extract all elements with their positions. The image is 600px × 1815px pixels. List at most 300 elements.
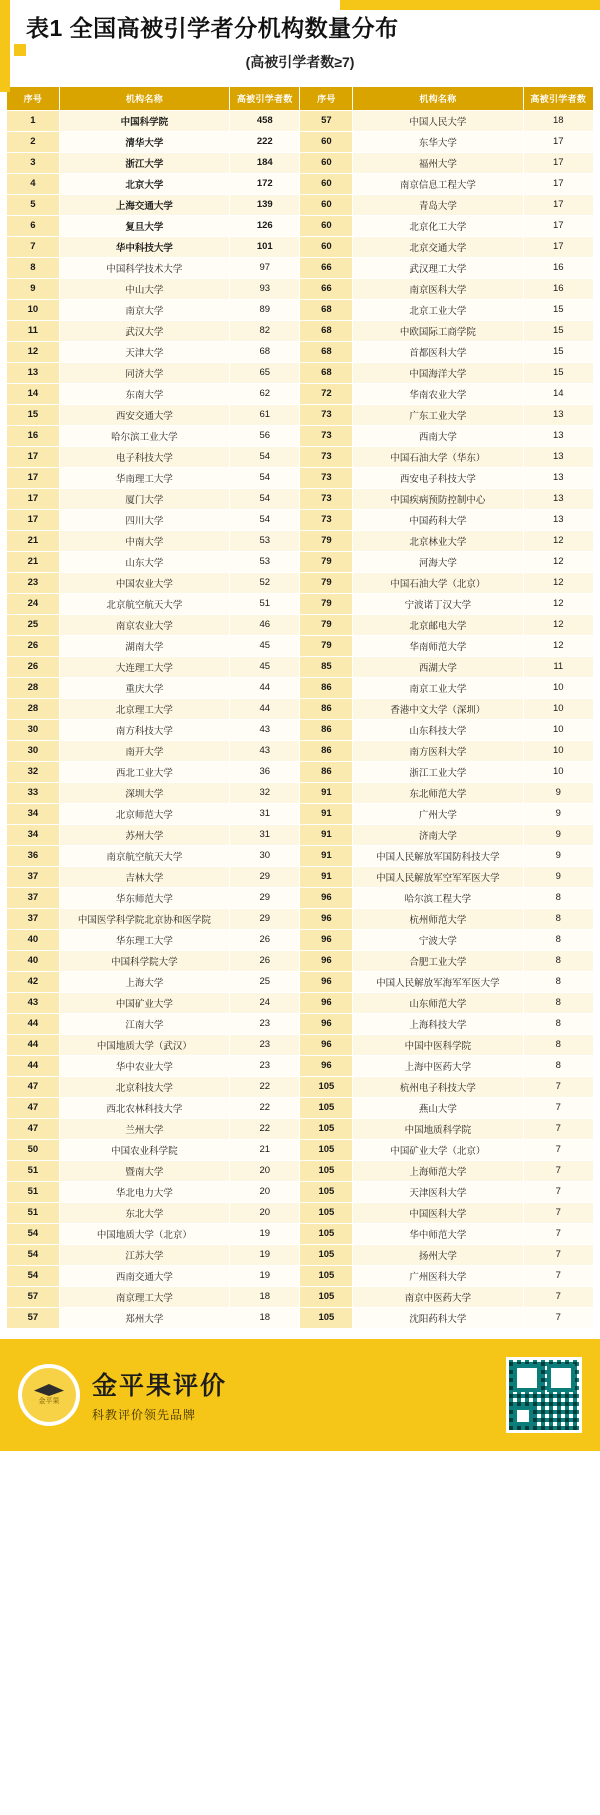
cell-institution-right: 中国人民解放军国防科技大学 <box>353 845 523 866</box>
cell-institution-right: 中国药科大学 <box>353 509 523 530</box>
cell-institution-right: 福州大学 <box>353 152 523 173</box>
cell-institution-left: 吉林大学 <box>59 866 229 887</box>
cell-institution-right: 北京交通大学 <box>353 236 523 257</box>
table-row <box>7 1118 594 1139</box>
cell-count-right: 12 <box>523 572 593 593</box>
cell-rank-right: 66 <box>300 278 353 299</box>
cell-count-right: 15 <box>523 299 593 320</box>
cell-rank-left: 13 <box>7 362 60 383</box>
cell-rank-left: 32 <box>7 761 60 782</box>
cell-rank-left: 34 <box>7 803 60 824</box>
cell-count-left: 65 <box>230 362 300 383</box>
cell-institution-left: 武汉大学 <box>59 320 229 341</box>
cell-count-right: 13 <box>523 404 593 425</box>
cell-rank-left: 11 <box>7 320 60 341</box>
cell-count-left: 51 <box>230 593 300 614</box>
cell-rank-right: 79 <box>300 614 353 635</box>
cell-institution-right: 哈尔滨工程大学 <box>353 887 523 908</box>
table-row <box>7 803 594 824</box>
cell-count-right: 7 <box>523 1223 593 1244</box>
cell-institution-right: 燕山大学 <box>353 1097 523 1118</box>
table-row <box>7 824 594 845</box>
table-row <box>7 173 594 194</box>
cell-rank-left: 51 <box>7 1160 60 1181</box>
cell-count-right: 17 <box>523 194 593 215</box>
footer-brand <box>18 1364 506 1426</box>
cell-rank-right: 105 <box>300 1244 353 1265</box>
header <box>0 0 600 86</box>
table-row <box>7 236 594 257</box>
table-row <box>7 719 594 740</box>
cell-institution-left: 中国地质大学（北京） <box>59 1223 229 1244</box>
cell-count-right: 7 <box>523 1076 593 1097</box>
table-row <box>7 1034 594 1055</box>
cell-institution-left: 大连理工大学 <box>59 656 229 677</box>
cell-rank-right: 73 <box>300 404 353 425</box>
cell-rank-right: 79 <box>300 530 353 551</box>
cell-institution-left: 中国科学院大学 <box>59 950 229 971</box>
cell-institution-left: 中国科学技术大学 <box>59 257 229 278</box>
cell-institution-left: 山东大学 <box>59 551 229 572</box>
cell-institution-right: 扬州大学 <box>353 1244 523 1265</box>
cell-institution-left: 兰州大学 <box>59 1118 229 1139</box>
cell-rank-left: 44 <box>7 1055 60 1076</box>
cell-rank-left: 12 <box>7 341 60 362</box>
cell-rank-right: 105 <box>300 1118 353 1139</box>
cell-institution-right: 广州大学 <box>353 803 523 824</box>
cell-count-right: 10 <box>523 698 593 719</box>
cell-institution-right: 山东科技大学 <box>353 719 523 740</box>
cell-count-right: 8 <box>523 1013 593 1034</box>
cell-institution-right: 沈阳药科大学 <box>353 1307 523 1328</box>
cell-rank-right: 105 <box>300 1265 353 1286</box>
cell-institution-left: 上海大学 <box>59 971 229 992</box>
qr-eye-bottom-left <box>513 1406 533 1426</box>
cell-rank-right: 105 <box>300 1223 353 1244</box>
cell-rank-left: 43 <box>7 992 60 1013</box>
cell-rank-left: 44 <box>7 1013 60 1034</box>
cell-institution-right: 中国石油大学（华东） <box>353 446 523 467</box>
cell-institution-right: 南京信息工程大学 <box>353 173 523 194</box>
brand-name: 金平果评价 <box>92 1372 228 1401</box>
cell-rank-right: 105 <box>300 1181 353 1202</box>
cell-count-left: 30 <box>230 845 300 866</box>
cell-count-left: 458 <box>230 110 300 131</box>
cell-rank-right: 91 <box>300 782 353 803</box>
cell-count-left: 52 <box>230 572 300 593</box>
cell-institution-right: 中国疾病预防控制中心 <box>353 488 523 509</box>
cell-count-right: 8 <box>523 950 593 971</box>
cell-institution-right: 中国人民大学 <box>353 110 523 131</box>
cell-rank-right: 60 <box>300 194 353 215</box>
cell-institution-left: 西北农林科技大学 <box>59 1097 229 1118</box>
cell-count-left: 126 <box>230 215 300 236</box>
cell-institution-left: 中国农业科学院 <box>59 1139 229 1160</box>
cell-institution-right: 香港中文大学（深圳） <box>353 698 523 719</box>
table-row <box>7 845 594 866</box>
cell-institution-left: 郑州大学 <box>59 1307 229 1328</box>
cell-count-left: 172 <box>230 173 300 194</box>
cell-institution-left: 上海交通大学 <box>59 194 229 215</box>
cell-rank-right: 86 <box>300 719 353 740</box>
table-row <box>7 131 594 152</box>
table-row <box>7 572 594 593</box>
cell-count-left: 43 <box>230 740 300 761</box>
cell-rank-right: 60 <box>300 131 353 152</box>
header-stripe-top <box>340 0 600 10</box>
cell-rank-right: 73 <box>300 467 353 488</box>
cell-count-right: 12 <box>523 530 593 551</box>
cell-rank-right: 91 <box>300 866 353 887</box>
cell-rank-left: 30 <box>7 740 60 761</box>
table-row <box>7 1139 594 1160</box>
cell-rank-right: 60 <box>300 236 353 257</box>
cell-count-left: 53 <box>230 551 300 572</box>
cell-institution-left: 西安交通大学 <box>59 404 229 425</box>
cell-institution-right: 西南大学 <box>353 425 523 446</box>
page-subtitle: (高被引学者数≥7) <box>245 53 355 70</box>
cell-institution-right: 宁波诺丁汉大学 <box>353 593 523 614</box>
table-row <box>7 593 594 614</box>
table-row <box>7 908 594 929</box>
cell-rank-right: 96 <box>300 1034 353 1055</box>
cell-rank-right: 79 <box>300 635 353 656</box>
cell-count-right: 8 <box>523 1034 593 1055</box>
cell-count-left: 26 <box>230 950 300 971</box>
cell-institution-left: 中山大学 <box>59 278 229 299</box>
table-row <box>7 383 594 404</box>
table-row <box>7 1202 594 1223</box>
table-row <box>7 614 594 635</box>
table-row <box>7 887 594 908</box>
cell-count-left: 20 <box>230 1160 300 1181</box>
cell-count-left: 68 <box>230 341 300 362</box>
cell-rank-right: 68 <box>300 320 353 341</box>
cell-institution-left: 南京农业大学 <box>59 614 229 635</box>
cell-rank-left: 28 <box>7 698 60 719</box>
table-row <box>7 782 594 803</box>
cell-rank-left: 37 <box>7 887 60 908</box>
cell-institution-right: 华南师范大学 <box>353 635 523 656</box>
cell-count-right: 10 <box>523 761 593 782</box>
cell-institution-left: 北京大学 <box>59 173 229 194</box>
cell-institution-right: 首都医科大学 <box>353 341 523 362</box>
cell-count-left: 82 <box>230 320 300 341</box>
cell-count-right: 16 <box>523 278 593 299</box>
cell-rank-left: 1 <box>7 110 60 131</box>
cell-rank-left: 40 <box>7 950 60 971</box>
cell-rank-left: 42 <box>7 971 60 992</box>
table-row <box>7 698 594 719</box>
cell-institution-left: 南京航空航天大学 <box>59 845 229 866</box>
cell-institution-right: 中国海洋大学 <box>353 362 523 383</box>
cell-institution-left: 暨南大学 <box>59 1160 229 1181</box>
cell-rank-left: 10 <box>7 299 60 320</box>
cell-count-right: 14 <box>523 383 593 404</box>
cell-count-left: 93 <box>230 278 300 299</box>
table-row <box>7 467 594 488</box>
cell-institution-left: 华中农业大学 <box>59 1055 229 1076</box>
cell-rank-right: 96 <box>300 887 353 908</box>
cell-count-right: 8 <box>523 887 593 908</box>
cell-rank-left: 34 <box>7 824 60 845</box>
cell-rank-right: 60 <box>300 173 353 194</box>
table-row <box>7 635 594 656</box>
table-row <box>7 446 594 467</box>
cell-count-left: 21 <box>230 1139 300 1160</box>
cell-rank-left: 9 <box>7 278 60 299</box>
table-row <box>7 1265 594 1286</box>
cell-institution-left: 电子科技大学 <box>59 446 229 467</box>
cell-institution-right: 山东师范大学 <box>353 992 523 1013</box>
cell-count-right: 12 <box>523 593 593 614</box>
cell-count-left: 36 <box>230 761 300 782</box>
cell-rank-right: 73 <box>300 425 353 446</box>
cell-institution-right: 北京工业大学 <box>353 299 523 320</box>
cell-institution-left: 厦门大学 <box>59 488 229 509</box>
cell-institution-left: 西北工业大学 <box>59 761 229 782</box>
cell-count-right: 10 <box>523 740 593 761</box>
col-header-count-right: 高被引学者数 <box>523 86 593 110</box>
col-header-count-left: 高被引学者数 <box>230 86 300 110</box>
cell-institution-left: 苏州大学 <box>59 824 229 845</box>
cell-institution-right: 河海大学 <box>353 551 523 572</box>
table-row <box>7 1244 594 1265</box>
cell-rank-right: 73 <box>300 509 353 530</box>
cell-rank-left: 21 <box>7 551 60 572</box>
cell-rank-left: 26 <box>7 656 60 677</box>
cell-rank-left: 28 <box>7 677 60 698</box>
cell-institution-right: 北京林业大学 <box>353 530 523 551</box>
cell-institution-right: 宁波大学 <box>353 929 523 950</box>
cell-institution-right: 广东工业大学 <box>353 404 523 425</box>
cell-rank-right: 96 <box>300 992 353 1013</box>
cell-count-right: 13 <box>523 425 593 446</box>
cell-rank-right: 105 <box>300 1076 353 1097</box>
cell-institution-right: 杭州电子科技大学 <box>353 1076 523 1097</box>
cell-rank-right: 86 <box>300 761 353 782</box>
cell-count-right: 7 <box>523 1118 593 1139</box>
cell-institution-right: 浙江工业大学 <box>353 761 523 782</box>
cell-rank-right: 73 <box>300 488 353 509</box>
cell-institution-right: 中欧国际工商学院 <box>353 320 523 341</box>
cell-rank-right: 79 <box>300 551 353 572</box>
table-row <box>7 1181 594 1202</box>
table-row <box>7 1223 594 1244</box>
table-row <box>7 677 594 698</box>
cell-institution-left: 中国科学院 <box>59 110 229 131</box>
cell-count-right: 7 <box>523 1307 593 1328</box>
cell-rank-right: 86 <box>300 677 353 698</box>
cell-rank-right: 96 <box>300 971 353 992</box>
cell-rank-right: 96 <box>300 929 353 950</box>
cell-count-right: 7 <box>523 1265 593 1286</box>
cell-count-left: 19 <box>230 1244 300 1265</box>
cell-rank-right: 91 <box>300 845 353 866</box>
cell-rank-left: 54 <box>7 1244 60 1265</box>
table-container <box>0 86 600 1329</box>
cell-count-left: 29 <box>230 908 300 929</box>
cell-count-right: 12 <box>523 551 593 572</box>
cell-institution-right: 东华大学 <box>353 131 523 152</box>
cell-rank-left: 25 <box>7 614 60 635</box>
cell-institution-right: 中国人民解放军海军军医大学 <box>353 971 523 992</box>
cell-institution-left: 华北电力大学 <box>59 1181 229 1202</box>
footer-text-block <box>92 1366 227 1423</box>
cell-rank-left: 8 <box>7 257 60 278</box>
table-row <box>7 278 594 299</box>
cell-institution-right: 天津医科大学 <box>353 1181 523 1202</box>
cell-institution-right: 中国地质科学院 <box>353 1118 523 1139</box>
cell-rank-left: 23 <box>7 572 60 593</box>
table-row <box>7 1055 594 1076</box>
cell-institution-left: 南开大学 <box>59 740 229 761</box>
cell-institution-right: 上海科技大学 <box>353 1013 523 1034</box>
cell-institution-left: 华中科技大学 <box>59 236 229 257</box>
table-row <box>7 488 594 509</box>
cell-count-left: 18 <box>230 1286 300 1307</box>
cell-rank-left: 40 <box>7 929 60 950</box>
cell-count-left: 97 <box>230 257 300 278</box>
cell-count-right: 9 <box>523 845 593 866</box>
cell-rank-right: 96 <box>300 950 353 971</box>
cell-count-right: 12 <box>523 614 593 635</box>
table-row <box>7 1160 594 1181</box>
cell-rank-left: 57 <box>7 1307 60 1328</box>
cell-institution-right: 广州医科大学 <box>353 1265 523 1286</box>
cell-institution-left: 复旦大学 <box>59 215 229 236</box>
cell-count-left: 43 <box>230 719 300 740</box>
cell-institution-right: 北京化工大学 <box>353 215 523 236</box>
cell-count-right: 8 <box>523 992 593 1013</box>
cell-rank-left: 15 <box>7 404 60 425</box>
cell-institution-right: 北京邮电大学 <box>353 614 523 635</box>
cell-rank-left: 51 <box>7 1202 60 1223</box>
header-stripe-left <box>0 0 10 92</box>
cell-institution-left: 华南理工大学 <box>59 467 229 488</box>
table-row <box>7 866 594 887</box>
cell-count-left: 54 <box>230 488 300 509</box>
cell-rank-left: 24 <box>7 593 60 614</box>
cell-count-left: 44 <box>230 677 300 698</box>
cell-count-left: 54 <box>230 446 300 467</box>
cell-institution-right: 南方医科大学 <box>353 740 523 761</box>
brand-logo-icon <box>18 1364 80 1426</box>
cell-count-right: 7 <box>523 1202 593 1223</box>
cell-rank-left: 47 <box>7 1118 60 1139</box>
cell-rank-left: 17 <box>7 446 60 467</box>
qr-code-icon[interactable] <box>506 1357 582 1433</box>
table-row <box>7 362 594 383</box>
cell-rank-left: 17 <box>7 467 60 488</box>
cell-count-left: 20 <box>230 1181 300 1202</box>
cell-institution-left: 东北大学 <box>59 1202 229 1223</box>
cell-institution-left: 中国农业大学 <box>59 572 229 593</box>
cell-count-right: 17 <box>523 215 593 236</box>
cell-institution-right: 武汉理工大学 <box>353 257 523 278</box>
cell-rank-right: 60 <box>300 152 353 173</box>
cell-rank-left: 14 <box>7 383 60 404</box>
cell-rank-left: 17 <box>7 509 60 530</box>
cell-institution-left: 中国矿业大学 <box>59 992 229 1013</box>
cell-institution-left: 中南大学 <box>59 530 229 551</box>
cell-count-left: 23 <box>230 1034 300 1055</box>
cell-count-right: 15 <box>523 362 593 383</box>
cell-rank-left: 57 <box>7 1286 60 1307</box>
table-row <box>7 404 594 425</box>
cell-count-left: 139 <box>230 194 300 215</box>
cell-count-left: 101 <box>230 236 300 257</box>
cell-rank-right: 60 <box>300 215 353 236</box>
cell-count-right: 9 <box>523 803 593 824</box>
cell-count-left: 22 <box>230 1118 300 1139</box>
cell-count-right: 7 <box>523 1097 593 1118</box>
cell-rank-left: 30 <box>7 719 60 740</box>
cell-count-left: 22 <box>230 1097 300 1118</box>
cell-rank-right: 68 <box>300 341 353 362</box>
cell-rank-left: 5 <box>7 194 60 215</box>
cell-count-right: 17 <box>523 131 593 152</box>
col-header-rank-left: 序号 <box>7 86 60 110</box>
cell-count-left: 24 <box>230 992 300 1013</box>
cell-rank-right: 96 <box>300 1055 353 1076</box>
cell-institution-left: 中国医学科学院北京协和医学院 <box>59 908 229 929</box>
cell-institution-right: 华中师范大学 <box>353 1223 523 1244</box>
cell-institution-right: 中国矿业大学（北京） <box>353 1139 523 1160</box>
cell-rank-left: 37 <box>7 908 60 929</box>
table-row <box>7 152 594 173</box>
cell-rank-right: 79 <box>300 572 353 593</box>
table-row <box>7 740 594 761</box>
cell-institution-right: 上海师范大学 <box>353 1160 523 1181</box>
cell-rank-right: 91 <box>300 803 353 824</box>
cell-rank-right: 57 <box>300 110 353 131</box>
cell-count-left: 19 <box>230 1265 300 1286</box>
cell-count-left: 20 <box>230 1202 300 1223</box>
table-row <box>7 1097 594 1118</box>
cell-count-right: 18 <box>523 110 593 131</box>
table-row <box>7 509 594 530</box>
cell-count-right: 16 <box>523 257 593 278</box>
table-row <box>7 761 594 782</box>
cell-count-right: 17 <box>523 152 593 173</box>
cell-rank-left: 2 <box>7 131 60 152</box>
cell-rank-right: 105 <box>300 1160 353 1181</box>
cell-count-right: 7 <box>523 1160 593 1181</box>
col-header-rank-right: 序号 <box>300 86 353 110</box>
cell-count-left: 45 <box>230 635 300 656</box>
cell-rank-right: 79 <box>300 593 353 614</box>
cell-count-left: 222 <box>230 131 300 152</box>
cell-rank-left: 16 <box>7 425 60 446</box>
table-row <box>7 299 594 320</box>
cell-institution-left: 北京理工大学 <box>59 698 229 719</box>
cell-count-left: 18 <box>230 1307 300 1328</box>
cell-institution-left: 北京师范大学 <box>59 803 229 824</box>
cell-rank-right: 73 <box>300 446 353 467</box>
cell-count-left: 62 <box>230 383 300 404</box>
cell-institution-left: 南京理工大学 <box>59 1286 229 1307</box>
cell-count-left: 56 <box>230 425 300 446</box>
cell-rank-left: 21 <box>7 530 60 551</box>
cell-rank-left: 7 <box>7 236 60 257</box>
cell-count-left: 54 <box>230 467 300 488</box>
cell-count-left: 31 <box>230 824 300 845</box>
cell-count-left: 19 <box>230 1223 300 1244</box>
cell-institution-left: 东南大学 <box>59 383 229 404</box>
highly-cited-scholars-table <box>6 86 594 1329</box>
cell-institution-left: 西南交通大学 <box>59 1265 229 1286</box>
